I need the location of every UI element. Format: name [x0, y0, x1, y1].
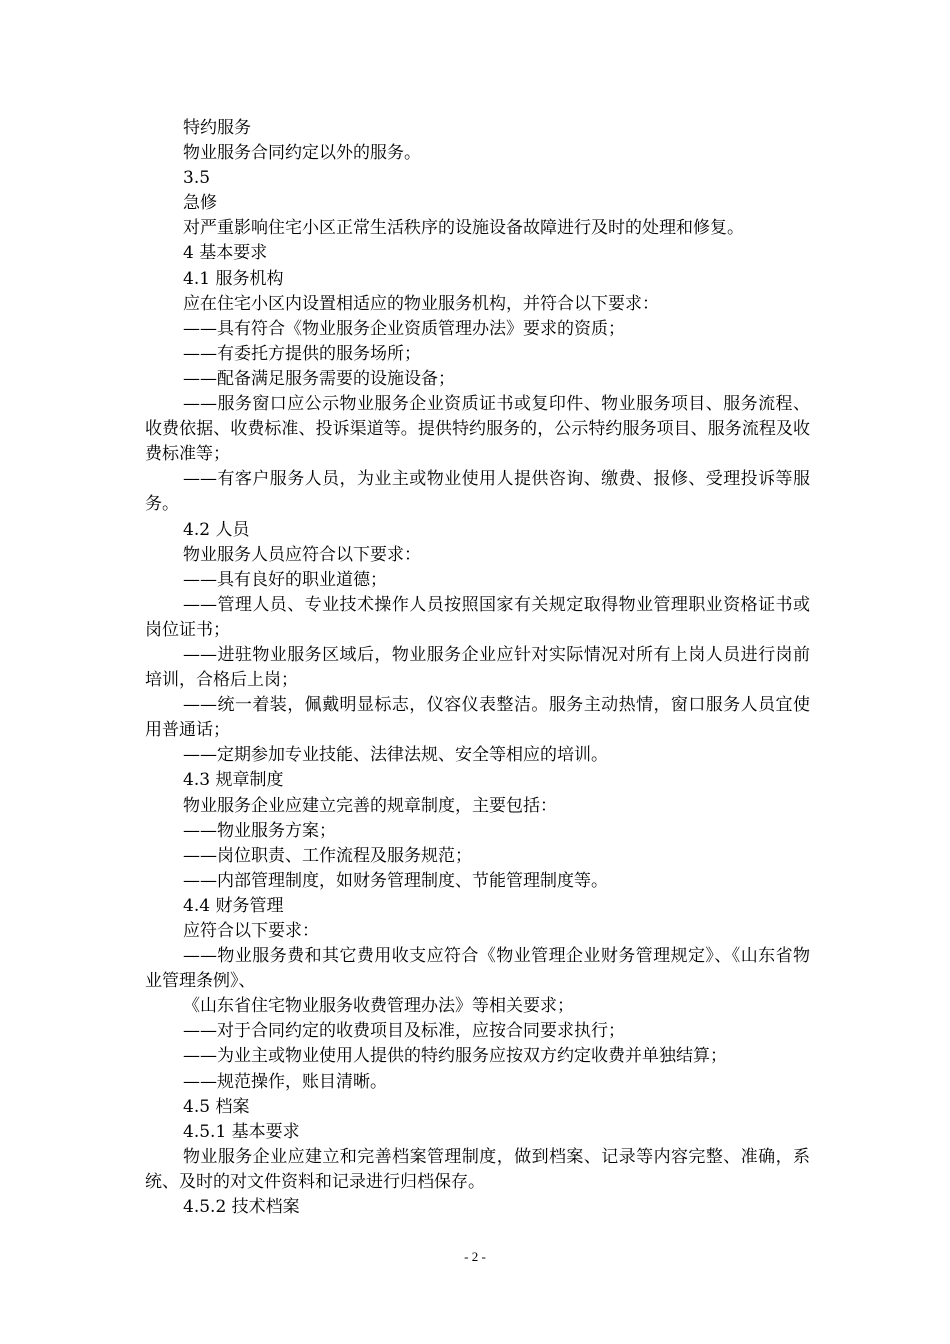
- document-body: [145, 116, 810, 1220]
- term-title: 急修: [183, 193, 217, 214]
- list-item: ——有客户服务人员，为业主或物业使用人提供咨询、缴费、报修、受理投诉等服务。: [145, 469, 810, 515]
- list-item: ——物业服务方案；: [183, 820, 336, 841]
- list-item: ——配备满足服务需要的设施设备；: [183, 368, 455, 389]
- list-item: ——定期参加专业技能、法律法规、安全等相应的培训。: [183, 745, 608, 766]
- list-item-continuation: 《山东省住宅物业服务收费管理办法》等相关要求；: [183, 996, 574, 1017]
- paragraph: 物业服务企业应建立和完善档案管理制度，做到档案、记录等内容完整、准确，系统、及时的对文件资料和记录进行归档保存。: [145, 1146, 810, 1192]
- list-item: ——具有良好的职业道德；: [183, 569, 387, 590]
- subsection-heading: 4.2 人员: [183, 519, 250, 540]
- term-definition: 对严重影响住宅小区正常生活秩序的设施设备故障进行及时的处理和修复。: [183, 218, 744, 239]
- term-title: 特约服务: [183, 118, 251, 138]
- subsubsection-heading: 4.5.1 基本要求: [183, 1121, 300, 1142]
- subsection-heading: 4.1 服务机构: [183, 268, 284, 289]
- list-item: ——对于合同约定的收费项目及标准，应按合同要求执行；: [183, 1021, 625, 1042]
- subsection-heading: 4.3 规章制度: [183, 770, 284, 791]
- list-item: ——管理人员、专业技术操作人员按照国家有关规定取得物业管理职业资格证书或岗位证书；: [145, 594, 810, 640]
- paragraph: 物业服务人员应符合以下要求：: [183, 544, 421, 565]
- subsection-heading: 4.4 财务管理: [183, 895, 284, 916]
- page-number: - 2 -: [464, 1249, 486, 1264]
- term-number: 3.5: [183, 168, 211, 189]
- term-definition: 物业服务合同约定以外的服务。: [183, 143, 421, 164]
- list-item: ——有委托方提供的服务场所；: [183, 343, 421, 364]
- list-item: ——物业服务费和其它费用收支应符合《物业管理企业财务管理规定》、《山东省物业管理条例》、: [145, 946, 810, 992]
- list-item: ——岗位职责、工作流程及服务规范；: [183, 845, 472, 866]
- list-item: ——具有符合《物业服务企业资质管理办法》要求的资质；: [183, 318, 625, 339]
- list-item: ——统一着装，佩戴明显标志，仪容仪表整洁。服务主动热情，窗口服务人员宜使用普通话；: [145, 695, 810, 741]
- list-item: ——服务窗口应公示物业服务企业资质证书或复印件、物业服务项目、服务流程、收费依据、收费标准、投诉渠道等。提供特约服务的，公示特约服务项目、服务流程及收费标准等；: [145, 394, 810, 465]
- section-heading: 4 基本要求: [183, 243, 268, 264]
- paragraph: 应在住宅小区内设置相适应的物业服务机构，并符合以下要求：: [183, 293, 659, 314]
- paragraph: 应符合以下要求：: [183, 921, 319, 941]
- list-item: ——为业主或物业使用人提供的特约服务应按双方约定收费并单独结算；: [183, 1046, 727, 1067]
- paragraph: 物业服务企业应建立完善的规章制度，主要包括：: [183, 795, 557, 816]
- list-item: ——进驻物业服务区域后，物业服务企业应针对实际情况对所有上岗人员进行岗前培训，合格后上岗；: [145, 644, 810, 691]
- list-item: ——内部管理制度，如财务管理制度、节能管理制度等。: [183, 870, 608, 891]
- subsubsection-heading: 4.5.2 技术档案: [183, 1197, 300, 1218]
- subsection-heading: 4.5 档案: [183, 1096, 250, 1117]
- list-item: ——规范操作，账目清晰。: [183, 1071, 387, 1092]
